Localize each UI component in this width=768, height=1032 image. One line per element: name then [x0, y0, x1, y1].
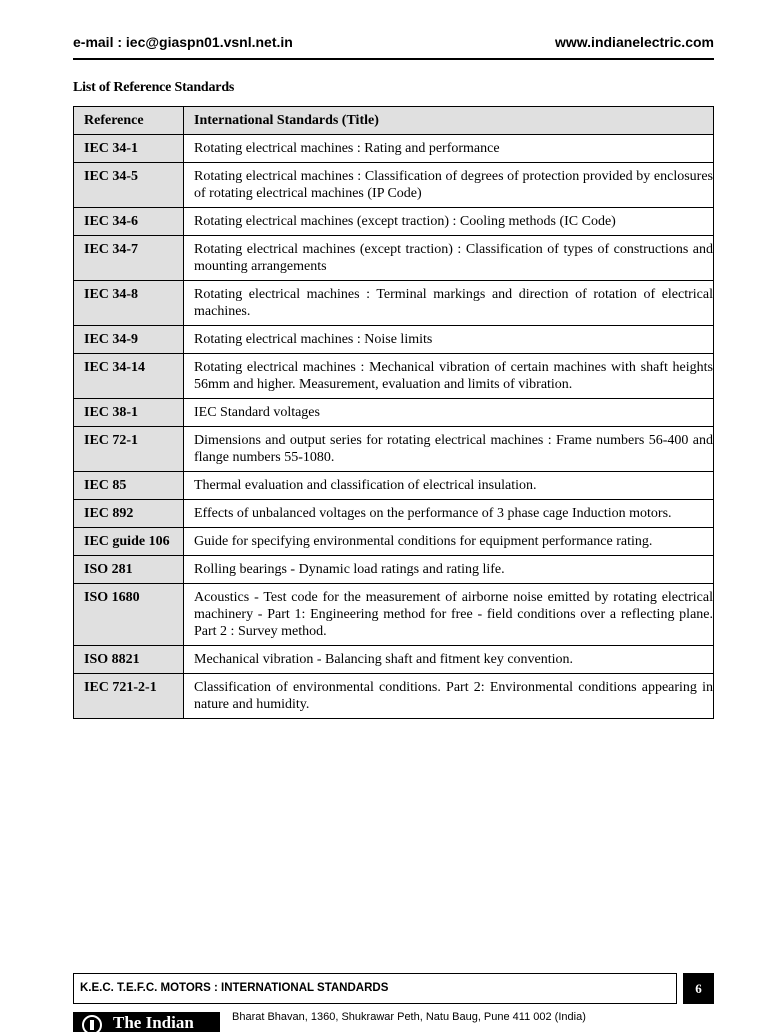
- reference-cell: IEC 72-1: [74, 427, 184, 472]
- standard-title-cell: Acoustics - Test code for the measurement of airborne noise emitted by rotating electrical machinery - Part 1: Engineering method for free - field conditions over a reflecting plane. Part 2 : Survey method.: [184, 584, 714, 646]
- reference-cell: IEC guide 106: [74, 528, 184, 556]
- reference-cell: IEC 34-1: [74, 135, 184, 163]
- standard-title-cell: Dimensions and output series for rotating electrical machines : Frame numbers 56-400 and flange numbers 55-1080.: [184, 427, 714, 472]
- table-row: [74, 208, 714, 236]
- standard-title-cell: Rotating electrical machines : Terminal markings and direction of rotation of electrical machines.: [184, 281, 714, 326]
- table-row: [74, 528, 714, 556]
- footer-section-title: K.E.C. T.E.F.C. MOTORS : INTERNATIONAL STANDARDS: [80, 982, 389, 994]
- table-row: [74, 135, 714, 163]
- table-header-row: [74, 107, 714, 135]
- page-number: 6: [683, 973, 714, 1004]
- reference-cell: IEC 38-1: [74, 399, 184, 427]
- table-row: [74, 236, 714, 281]
- reference-cell: IEC 721-2-1: [74, 674, 184, 719]
- reference-cell: IEC 34-7: [74, 236, 184, 281]
- reference-cell: IEC 34-8: [74, 281, 184, 326]
- reference-cell: ISO 281: [74, 556, 184, 584]
- standard-title-cell: Rotating electrical machines : Noise limits: [184, 326, 714, 354]
- reference-cell: IEC 34-9: [74, 326, 184, 354]
- reference-cell: IEC 34-6: [74, 208, 184, 236]
- reference-cell: ISO 1680: [74, 584, 184, 646]
- standard-title-cell: Thermal evaluation and classification of electrical insulation.: [184, 472, 714, 500]
- list-title: List of Reference Standards: [73, 80, 235, 95]
- table-row: [74, 354, 714, 399]
- header-website: www.indianelectric.com: [555, 34, 714, 50]
- table-row: [74, 556, 714, 584]
- table-row: [74, 163, 714, 208]
- footer-section-bar: [73, 973, 677, 1004]
- reference-cell: IEC 34-14: [74, 354, 184, 399]
- table-row: [74, 584, 714, 646]
- column-header-reference: Reference: [74, 107, 184, 135]
- standards-table: [73, 106, 714, 719]
- standard-title-cell: Rolling bearings - Dynamic load ratings and rating life.: [184, 556, 714, 584]
- standard-title-cell: Rotating electrical machines (except traction) : Classification of types of constructions and mounting arrangements: [184, 236, 714, 281]
- standard-title-cell: Rotating electrical machines : Classification of degrees of protection provided by enclosures of rotating electrical machines (IP Code): [184, 163, 714, 208]
- standard-title-cell: Mechanical vibration - Balancing shaft and fitment key convention.: [184, 646, 714, 674]
- reference-cell: IEC 34-5: [74, 163, 184, 208]
- reference-cell: IEC 892: [74, 500, 184, 528]
- standard-title-cell: Classification of environmental conditions. Part 2: Environmental conditions appearing in nature and humidity.: [184, 674, 714, 719]
- header-email: e-mail : iec@giaspn01.vsnl.net.in: [73, 34, 293, 50]
- company-logo: [73, 1012, 220, 1032]
- column-header-title: International Standards (Title): [184, 107, 714, 135]
- standard-title-cell: IEC Standard voltages: [184, 399, 714, 427]
- table-row: [74, 472, 714, 500]
- standard-title-cell: Rotating electrical machines : Rating and performance: [184, 135, 714, 163]
- table-row: [74, 399, 714, 427]
- reference-cell: IEC 85: [74, 472, 184, 500]
- reference-cell: ISO 8821: [74, 646, 184, 674]
- table-row: [74, 500, 714, 528]
- standard-title-cell: Rotating electrical machines : Mechanical vibration of certain machines with shaft heights 56mm and higher. Measurement, evaluation and limits of vibration.: [184, 354, 714, 399]
- page-header: [73, 32, 714, 60]
- standard-title-cell: Guide for specifying environmental conditions for equipment performance rating.: [184, 528, 714, 556]
- table-row: [74, 326, 714, 354]
- standard-title-cell: Rotating electrical machines (except traction) : Cooling methods (IC Code): [184, 208, 714, 236]
- logo-text: The Indian: [113, 1013, 194, 1032]
- table-row: [74, 646, 714, 674]
- table-row: [74, 674, 714, 719]
- standard-title-cell: Effects of unbalanced voltages on the performance of 3 phase cage Induction motors.: [184, 500, 714, 528]
- table-body: [74, 135, 714, 719]
- table-row: [74, 427, 714, 472]
- footer-address: Bharat Bhavan, 1360, Shukrawar Peth, Natu Baug, Pune 411 002 (India): [232, 1011, 586, 1023]
- table-row: [74, 281, 714, 326]
